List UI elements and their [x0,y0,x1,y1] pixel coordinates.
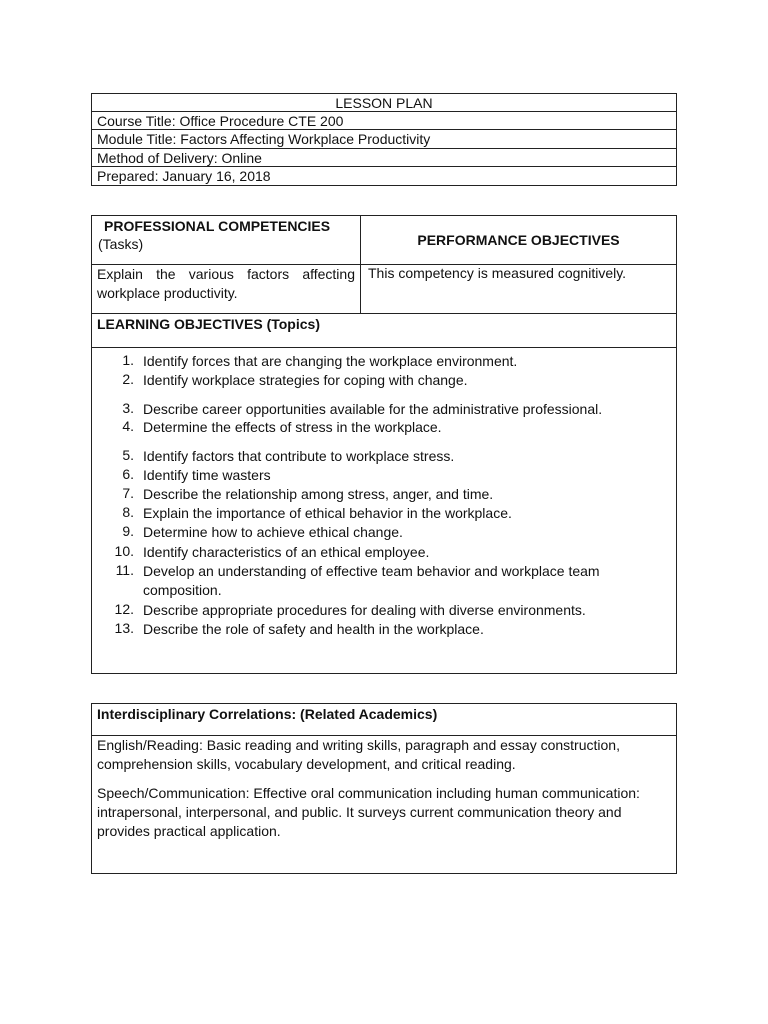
module-title: Module Title: Factors Affecting Workplace Productivity [92,130,676,148]
learning-objective-number: 1. [122,352,134,368]
learning-objective-number: 10. [114,543,134,559]
learning-objectives-heading: LEARNING OBJECTIVES (Topics) [92,314,676,348]
competencies-body-row [92,265,676,314]
learning-objective-text: Describe appropriate procedures for dealing with diverse environments. [143,602,586,618]
performance-objectives-heading: PERFORMANCE OBJECTIVES [417,232,620,248]
correlations-heading: Interdisciplinary Correlations: (Related Academics) [92,704,676,736]
learning-objective-text: Describe career opportunities available for the administrative professional. [143,401,603,417]
learning-objective-text: Determine how to achieve ethical change. [143,524,403,540]
learning-objective-number: 12. [114,601,134,617]
performance-objectives-header-cell [361,216,676,264]
learning-objective-text: Develop an understanding of effective team behavior and workplace team composition. [143,563,600,598]
objective-cell: This competency is measured cognitively. [368,265,627,281]
english-reading-paragraph: English/Reading: Basic reading and writing skills, paragraph and essay construction, comprehension skills, vocabulary development, and critical reading. [97,737,620,772]
learning-objective-number: 6. [122,466,134,482]
learning-objective-text: Identify forces that are changing the workplace environment. [143,353,518,369]
competencies-table [91,215,677,674]
learning-objective-number: 4. [122,418,134,434]
learning-objective-text: Describe the role of safety and health in the workplace. [143,621,484,637]
learning-objective-text: Describe the relationship among stress, anger, and time. [143,486,494,502]
course-title: Course Title: Office Procedure CTE 200 [92,112,676,130]
speech-communication-paragraph: Speech/Communication: Effective oral communication including human communication: intrapersonal, interpersonal, and public. It surveys current communication theory and provides practical application. [97,785,640,839]
method-of-delivery: Method of Delivery: Online [92,149,676,167]
learning-objective-number: 8. [122,504,134,520]
professional-competencies-heading: PROFESSIONAL COMPETENCIES [104,218,331,234]
competencies-header-row [92,216,676,265]
correlations-table [91,703,677,874]
learning-objective-number: 13. [114,620,134,636]
learning-objective-number: 9. [122,523,134,539]
learning-objective-number: 7. [122,485,134,501]
prepared-date: Prepared: January 16, 2018 [97,167,271,184]
learning-objective-text: Identify factors that contribute to workplace stress. [143,448,455,464]
learning-objective-number: 3. [122,400,134,416]
tasks-subheading: (Tasks) [98,236,144,252]
learning-objective-number: 11. [115,562,134,578]
competencies-header-cell [92,216,361,264]
task-cell: Explain the various factors affecting workplace productivity. [92,265,361,313]
learning-objective-text: Identify workplace strategies for coping with change. [143,372,468,388]
learning-objective-text: Determine the effects of stress in the workplace. [143,419,442,435]
lesson-plan-title: LESSON PLAN [92,94,676,112]
lesson-plan-header-table [91,93,677,186]
learning-objective-number: 2. [122,371,134,387]
learning-objective-text: Identify characteristics of an ethical employee. [143,544,430,560]
learning-objective-text: Explain the importance of ethical behavior in the workplace. [143,505,512,521]
learning-objective-number: 5. [122,447,134,463]
learning-objective-text: Identify time wasters [143,467,271,483]
